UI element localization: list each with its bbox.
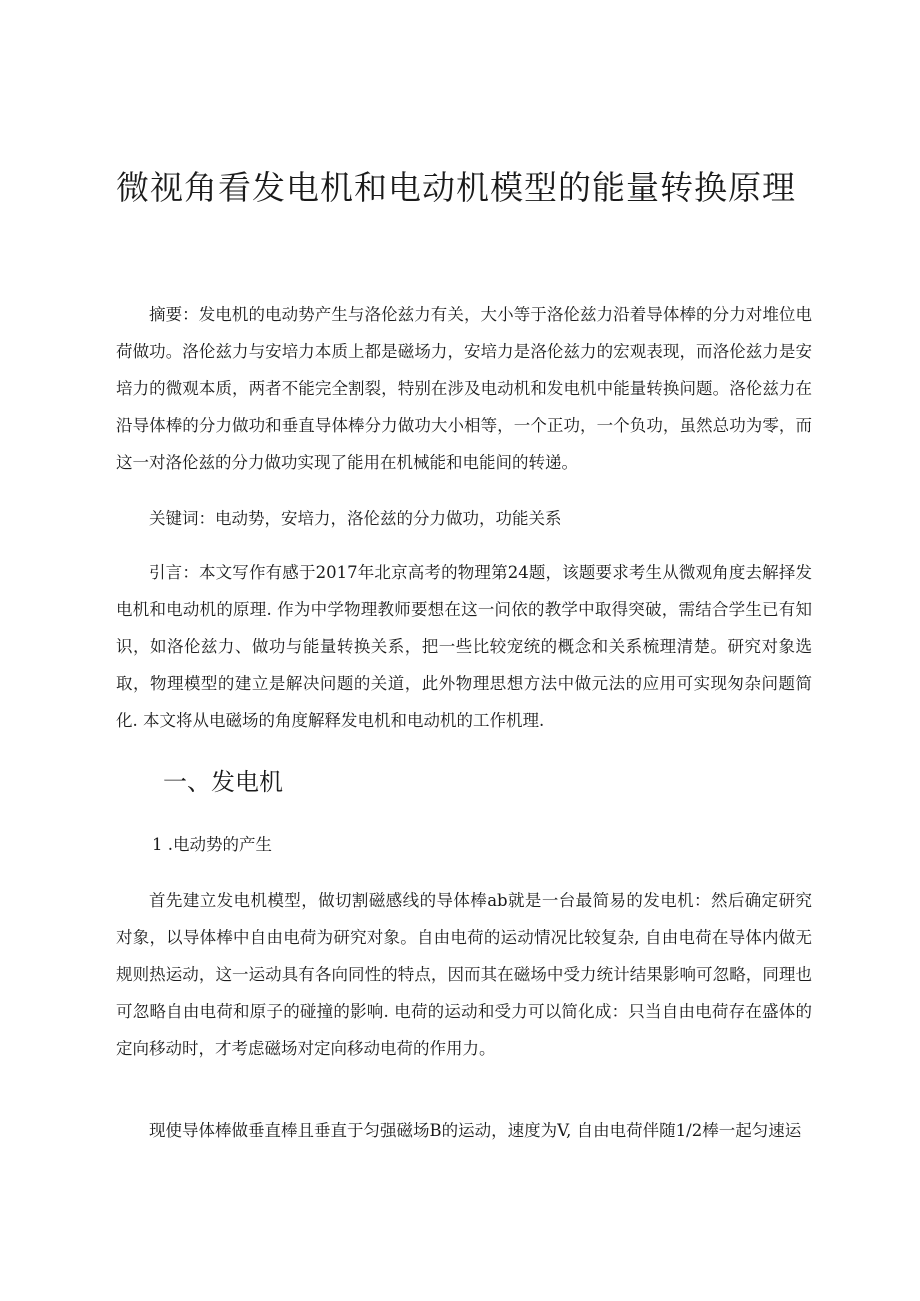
keywords-paragraph: 关键词：电动势，安培力，洛伦兹的分力做功，功能关系	[149, 509, 562, 528]
subsection-heading: 1 .电动势的产生	[152, 835, 272, 854]
section-heading: 一、发电机	[163, 768, 283, 796]
intro-paragraph: 引言：本文写作有感于2017年北京高考的物理第24题，该题要求考生从微观角度去解择发电机和电动机的原理. 作为中学物理教师要想在这一问依的教学中取得突破，需结合学生已有知识，如洛伦兹力、做功与能量转换关系，把一些比较宠统的概念和关系梳理清楚。研究对象选取，物理模型的建立是解决问题的关道，此外物理思想方法中做元法的应用可实现匆杂问题简化. 本文将从电磁场的角度解释发电机和电动机的工作机理.	[116, 563, 812, 730]
body-paragraph-truncated: 现使导体棒做垂直棒且垂直于匀强磁场B的运动，速度为V, 自由电荷伴随1/2棒一起匀速运	[149, 1121, 802, 1140]
document-title: 微视角看发电机和电动机模型的能量转换原理	[116, 168, 796, 207]
body-paragraph: 首先建立发电机模型，做切割磁感线的导体棒ab就是一台最简易的发电机：然后确定研究对象，以导体棒中自由电荷为研究对象。自由电荷的运动情况比较复杂, 自由电荷在导体内做无规则热运动，这一运动具有各向同性的特点，因而其在磁场中受力统计结果影响可忽略，同理也可忽略自由电荷和原子的碰撞的影响. 电荷的运动和受力可以简化成：只当自由电荷存在盛体的定向移动时，才考虑磁场对定向移动电荷的作用力。	[116, 891, 812, 1058]
abstract-paragraph: 摘要：发电机的电动势产生与洛伦兹力有关，大小等于洛伦兹力沿着导体棒的分力对堆位电荷做功。洛伦兹力与安培力本质上都是磁场力，安培力是洛伦兹力的宏观表现，而洛伦兹力是安培力的微观本质，两者不能完全割裂，特别在涉及电动机和发电机中能量转换问题。洛伦兹力在沿导体棒的分力做功和垂直导体棒分力做功大小相等，一个正功，一个负功，虽然总功为零，而这一对洛伦兹的分力做功实现了能用在机械能和电能间的转递。	[116, 305, 812, 472]
